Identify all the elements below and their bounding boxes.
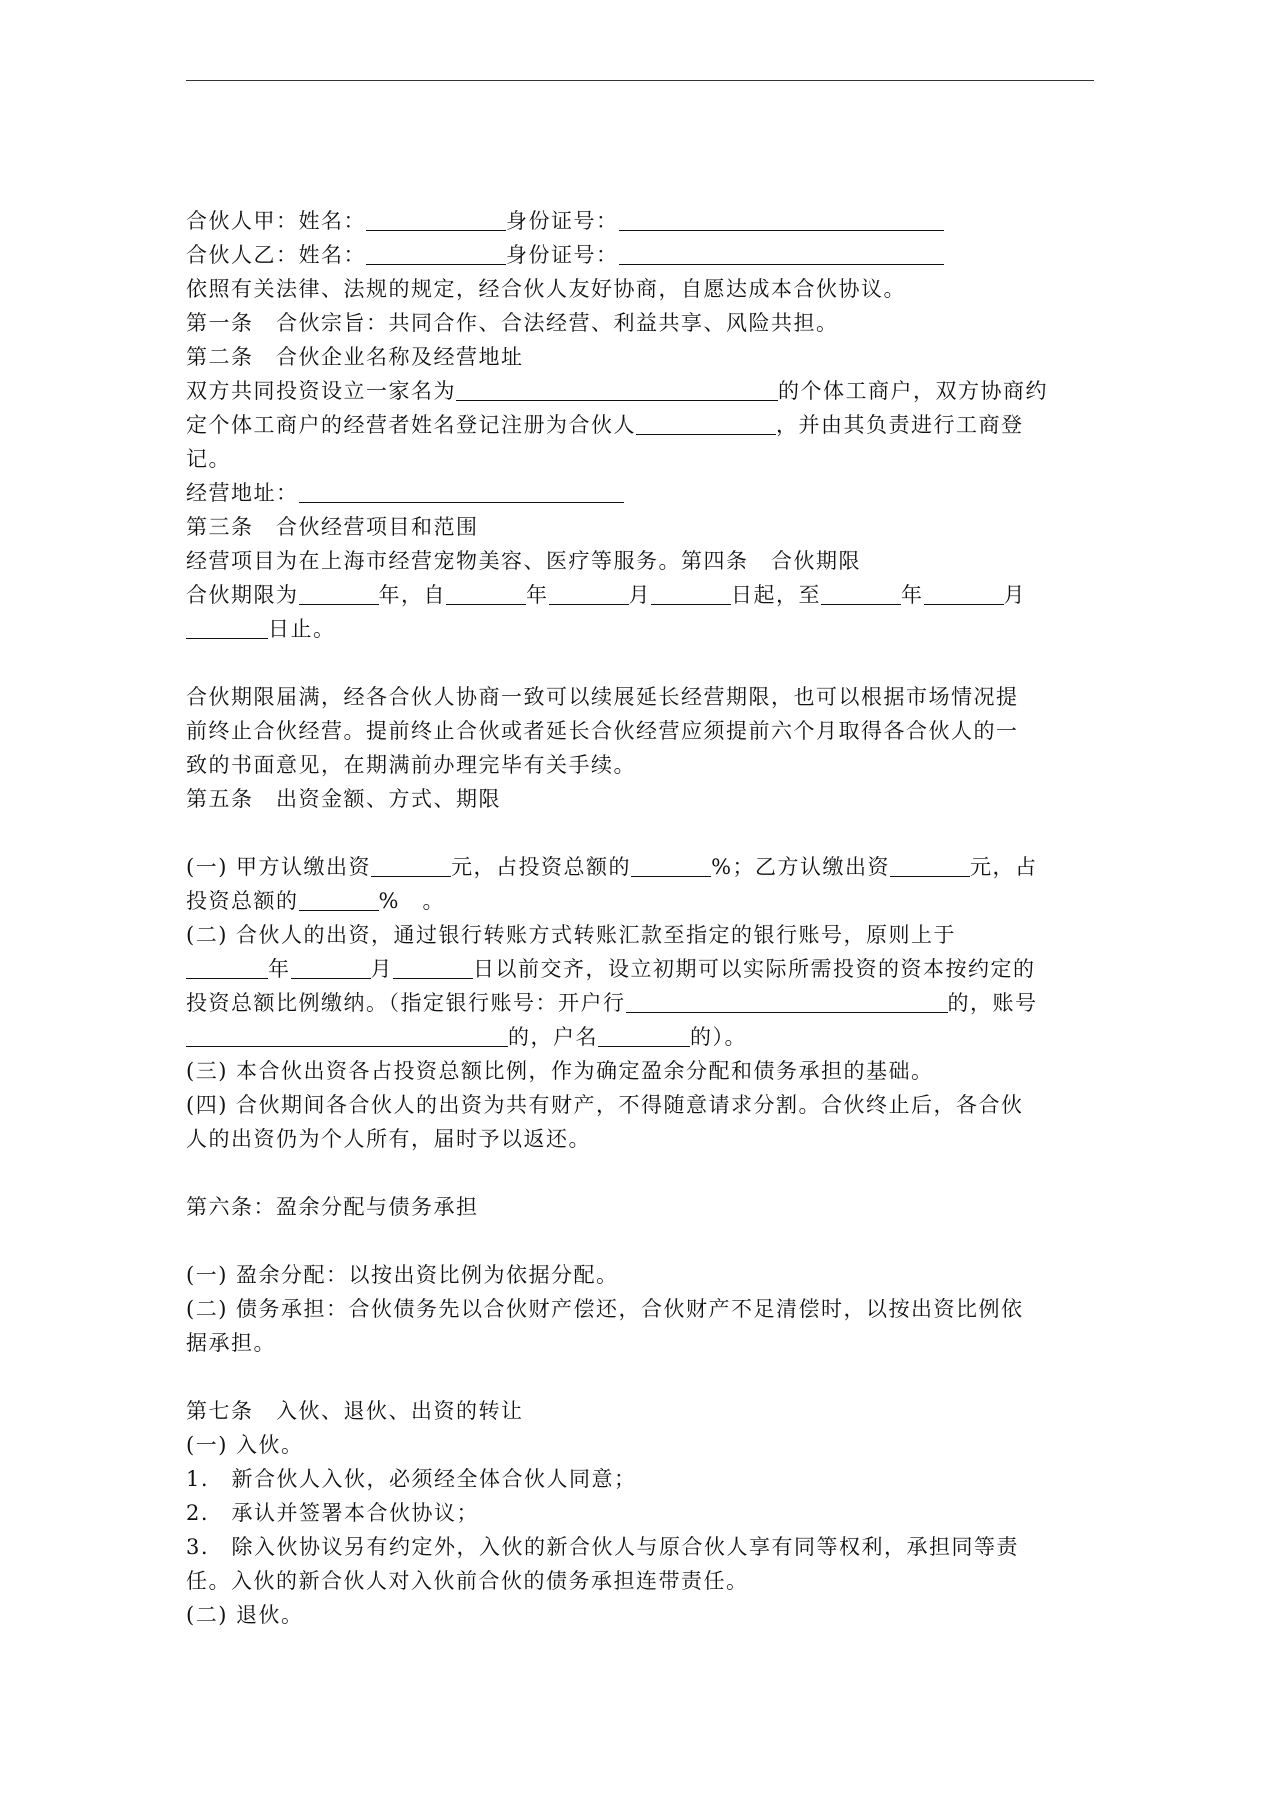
line-text: 日止。 — [268, 617, 336, 641]
agreement-body — [186, 204, 1082, 1632]
line-text: (二) 合伙人的出资，通过银行转账方式转账汇款至指定的银行账号，原则上于 — [186, 923, 957, 947]
line-text: 3. 除入伙协议另有约定外，入伙的新合伙人与原合伙人享有同等权利，承担同等责 — [186, 1535, 1020, 1559]
fill-in-blank[interactable] — [890, 854, 970, 877]
blank-line — [186, 1224, 1082, 1258]
line-text: 经营地址： — [186, 481, 299, 505]
text-line — [186, 714, 1082, 748]
text-line — [186, 1020, 1082, 1054]
line-text: (二) 债务承担：合伙债务先以合伙财产偿还，合伙财产不足清偿时，以按出资比例依 — [186, 1297, 1024, 1321]
fill-in-blank[interactable] — [619, 242, 944, 265]
fill-in-blank[interactable] — [186, 1024, 508, 1047]
fill-in-blank[interactable] — [299, 582, 379, 605]
line-text: 身份证号： — [506, 209, 619, 233]
fill-in-blank[interactable] — [299, 480, 624, 503]
line-text: 第三条 合伙经营项目和范围 — [186, 515, 479, 539]
text-line — [186, 612, 1082, 646]
header-rule — [186, 80, 1094, 81]
fill-in-blank[interactable] — [446, 582, 526, 605]
text-line — [186, 408, 1082, 442]
line-text: 依照有关法律、法规的规定，经合伙人友好协商，自愿达成本合伙协议。 — [186, 277, 906, 301]
line-text: %；乙方认缴出资 — [711, 855, 891, 879]
line-text: 第七条 入伙、退伙、出资的转让 — [186, 1399, 524, 1423]
fill-in-blank[interactable] — [299, 888, 379, 911]
line-text: 2. 承认并签署本合伙协议； — [186, 1501, 480, 1525]
text-line — [186, 748, 1082, 782]
fill-in-blank[interactable] — [636, 412, 776, 435]
text-line — [186, 1496, 1082, 1530]
fill-in-blank[interactable] — [631, 854, 711, 877]
fill-in-blank[interactable] — [626, 990, 948, 1013]
fill-in-blank[interactable] — [598, 1024, 690, 1047]
line-text: 定个体工商户的经营者姓名登记注册为合伙人 — [186, 413, 636, 437]
text-line — [186, 986, 1082, 1020]
text-line — [186, 1394, 1082, 1428]
line-text: 合伙期限为 — [186, 583, 299, 607]
line-text: 身份证号： — [506, 243, 619, 267]
text-line — [186, 1564, 1082, 1598]
line-text: 月 — [370, 957, 393, 981]
text-line — [186, 1428, 1082, 1462]
line-text: ，并由其负责进行工商登 — [776, 413, 1024, 437]
line-text: 任。入伙的新合伙人对入伙前合伙的债务承担连带责任。 — [186, 1569, 749, 1593]
text-line — [186, 1088, 1082, 1122]
line-text: (三) 本合伙出资各占投资总额比例，作为确定盈余分配和债务承担的基础。 — [186, 1059, 934, 1083]
text-line — [186, 1462, 1082, 1496]
text-line — [186, 782, 1082, 816]
fill-in-blank[interactable] — [821, 582, 901, 605]
line-text: (二) 退伙。 — [186, 1603, 304, 1627]
fill-in-blank[interactable] — [924, 582, 1004, 605]
line-text: 的个体工商户，双方协商约 — [778, 379, 1048, 403]
fill-in-blank[interactable] — [371, 854, 451, 877]
text-line — [186, 680, 1082, 714]
text-line — [186, 1598, 1082, 1632]
line-text: (一) 甲方认缴出资 — [186, 855, 372, 879]
blank-line — [186, 1360, 1082, 1394]
line-text: 年 — [526, 583, 549, 607]
line-text: 月 — [1003, 583, 1026, 607]
line-text: 第二条 合伙企业名称及经营地址 — [186, 345, 524, 369]
text-line — [186, 238, 1082, 272]
text-line — [186, 1530, 1082, 1564]
line-text: 第一条 合伙宗旨：共同合作、合法经营、利益共享、风险共担。 — [186, 311, 839, 335]
text-line — [186, 918, 1082, 952]
line-text: 日起，至 — [731, 583, 821, 607]
line-text: 合伙期限届满，经各合伙人协商一致可以续展延长经营期限，也可以根据市场情况提 — [186, 685, 1019, 709]
line-text: 据承担。 — [186, 1331, 276, 1355]
line-text: 投资总额的 — [186, 889, 299, 913]
text-line — [186, 374, 1082, 408]
line-text: 的，账号 — [947, 991, 1038, 1015]
text-line — [186, 1292, 1082, 1326]
line-text: 投资总额比例缴纳。（指定银行账号：开户行 — [186, 991, 626, 1015]
fill-in-blank[interactable] — [456, 378, 778, 401]
text-line — [186, 1326, 1082, 1360]
text-line — [186, 1190, 1082, 1224]
text-line — [186, 442, 1082, 476]
line-text: 年 — [268, 957, 291, 981]
text-line — [186, 1054, 1082, 1088]
fill-in-blank[interactable] — [619, 208, 944, 231]
line-text: 元，占 — [970, 855, 1038, 879]
fill-in-blank[interactable] — [291, 956, 371, 979]
line-text: 月 — [628, 583, 651, 607]
text-line — [186, 578, 1082, 612]
fill-in-blank[interactable] — [366, 242, 506, 265]
fill-in-blank[interactable] — [549, 582, 629, 605]
fill-in-blank[interactable] — [651, 582, 731, 605]
text-line — [186, 1258, 1082, 1292]
line-text: 元，占投资总额的 — [451, 855, 632, 879]
line-text: 年 — [901, 583, 924, 607]
line-text: 第五条 出资金额、方式、期限 — [186, 787, 501, 811]
text-line — [186, 272, 1082, 306]
text-line — [186, 850, 1082, 884]
line-text: 第六条：盈余分配与债务承担 — [186, 1195, 479, 1219]
line-text: 双方共同投资设立一家名为 — [186, 379, 456, 403]
line-text: 日以前交齐，设立初期可以实际所需投资的资本按约定的 — [473, 957, 1036, 981]
line-text: (一) 入伙。 — [186, 1433, 304, 1457]
line-text: 的）。 — [690, 1025, 747, 1049]
text-line — [186, 510, 1082, 544]
text-line — [186, 476, 1082, 510]
blank-line — [186, 1156, 1082, 1190]
blank-line — [186, 816, 1082, 850]
line-text: % 。 — [378, 889, 445, 913]
line-text: 年，自 — [378, 583, 446, 607]
text-line — [186, 884, 1082, 918]
line-text: 致的书面意见，在期满前办理完毕有关手续。 — [186, 753, 636, 777]
fill-in-blank[interactable] — [366, 208, 506, 231]
line-text: 合伙人甲：姓名： — [186, 209, 366, 233]
text-line — [186, 544, 1082, 578]
line-text: 经营项目为在上海市经营宠物美容、医疗等服务。第四条 合伙期限 — [186, 549, 861, 573]
line-text: 人的出资仍为个人所有，届时予以返还。 — [186, 1127, 591, 1151]
text-line — [186, 204, 1082, 238]
text-line — [186, 952, 1082, 986]
text-line — [186, 1122, 1082, 1156]
text-line — [186, 340, 1082, 374]
fill-in-blank[interactable] — [186, 956, 268, 979]
line-text: 1. 新合伙人入伙，必须经全体合伙人同意； — [186, 1467, 637, 1491]
line-text: 记。 — [186, 447, 231, 471]
fill-in-blank[interactable] — [393, 956, 473, 979]
text-line — [186, 306, 1082, 340]
line-text: 的，户名 — [508, 1025, 598, 1049]
line-text: (一) 盈余分配：以按出资比例为依据分配。 — [186, 1263, 619, 1287]
line-text: 合伙人乙：姓名： — [186, 243, 366, 267]
blank-line — [186, 646, 1082, 680]
line-text: (四) 合伙期间各合伙人的出资为共有财产，不得随意请求分割。合伙终止后，各合伙 — [186, 1093, 1024, 1117]
fill-in-blank[interactable] — [186, 616, 268, 639]
line-text: 前终止合伙经营。提前终止合伙或者延长合伙经营应须提前六个月取得各合伙人的一 — [186, 719, 1019, 743]
